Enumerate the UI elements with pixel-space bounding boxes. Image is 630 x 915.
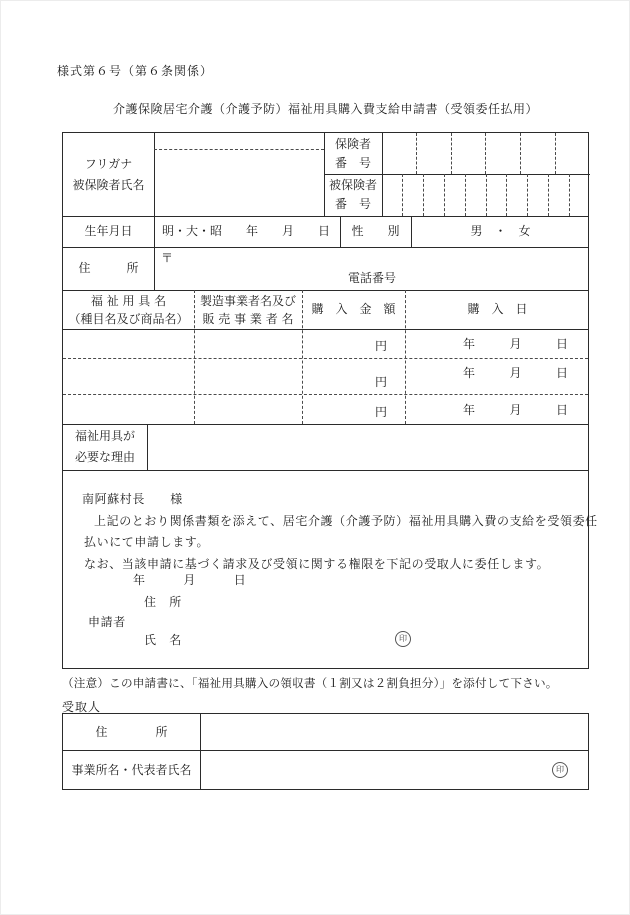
reason-value-cell (147, 424, 590, 470)
digit-box (451, 133, 486, 174)
declaration-section (63, 470, 598, 670)
yen-suffix: 円 (374, 405, 387, 419)
payee-business-label-cell: 事業所名・代表者氏名 (71, 763, 192, 777)
digit-box (555, 133, 590, 174)
applicant-seal-icon: 印 (395, 631, 411, 647)
equipment-amount-header-cell: 購 入 金 額 (311, 302, 396, 316)
equipment-row2-amount-cell (302, 358, 405, 394)
yen-suffix: 円 (374, 339, 387, 353)
digit-box (444, 174, 465, 216)
declaration-line1: 上記のとおり関係書類を添えて、居宅介護（介護予防）福祉用具購入費の支給を受領委任 (94, 514, 598, 528)
addressee-line: 南阿蘇村長 様 (82, 492, 183, 506)
form-title: 介護保険居宅介護（介護予防）福祉用具購入費支給申請書（受領委任払用） (112, 102, 538, 116)
sex-value-cell (411, 216, 590, 247)
equipment-row1-amount-cell (302, 329, 405, 358)
birth-label-cell: 生年月日 (84, 224, 133, 238)
digit-box (423, 174, 444, 216)
sex-label-cell: 性 別 (351, 224, 400, 238)
payee-address-value-cell (200, 714, 590, 750)
declaration-line3: なお、当該申請に基づく請求及び受領に関する権限を下記の受取人に委任します。 (84, 557, 550, 571)
yen-suffix: 円 (374, 375, 387, 389)
equipment-date-header-cell: 購 入 日 (467, 302, 528, 316)
form-code-label: 様式第６号（第６条関係） (57, 64, 214, 78)
payee-address-label-cell: 住 所 (95, 724, 168, 739)
birth-value-cell (154, 216, 340, 247)
digit-box (382, 133, 416, 174)
digit-box (382, 174, 402, 216)
applicant-address-label: 住 所 (144, 595, 182, 609)
sex-options: 男 ・ 女 (470, 224, 531, 238)
note-line: （注意）この申請書に、「福祉用具購入の領収書（１割又は２割負担分）」を添付して下さい。 (62, 676, 558, 690)
furigana-label: フリガナ (84, 156, 133, 171)
insurer-number-label: 保険者 (334, 136, 371, 151)
digit-box (465, 174, 486, 216)
digit-box (506, 174, 527, 216)
payee-section-label: 受取人 (62, 700, 102, 714)
address-label-cell: 住 所 (78, 261, 139, 275)
insured-name-label: 被保険者氏名 (72, 177, 145, 192)
insurer-number-label-cell: 保険者 番 号 (334, 136, 371, 170)
address-value-cell (154, 247, 590, 290)
payee-seal-icon: 印 (552, 762, 568, 778)
equipment-row3-amount-cell (302, 394, 405, 424)
furigana-field-divider (154, 149, 324, 150)
equipment-name-header-cell: 福 祉 用 具 名 （種目名及び商品名） (68, 293, 189, 326)
digit-box (416, 133, 451, 174)
payee-table (62, 713, 589, 790)
equipment-maker-header-cell: 製造事業者名及び 販 売 事 業 者 名 (199, 293, 296, 326)
digit-box (402, 174, 423, 216)
equipment-row2-date-cell: 年 月 日 (463, 366, 568, 380)
payee-business-value-cell (200, 750, 590, 791)
digit-box (527, 174, 548, 216)
equipment-row3-date-cell: 年 月 日 (463, 402, 568, 417)
postal-mark: 〒 (161, 251, 174, 265)
insured-number-grid (382, 174, 590, 216)
phone-label: 電話番号 (347, 271, 396, 285)
reason-label-cell: 福祉用具が 必要な理由 (74, 429, 135, 464)
insured-number-label: 被保険者 (328, 178, 377, 192)
digit-box (548, 174, 569, 216)
digit-box (520, 133, 555, 174)
application-date-blank: 年 月 日 (133, 573, 247, 587)
declaration-line2: 払いにて申請します。 (84, 535, 210, 549)
application-table (62, 132, 598, 669)
digit-box (485, 133, 520, 174)
insurer-number-grid (382, 133, 590, 174)
applicant-name-label: 氏 名 (144, 633, 182, 647)
insured-name-label-cell (63, 133, 154, 216)
equipment-row1-date-cell: 年 月 日 (463, 337, 568, 351)
digit-box (486, 174, 507, 216)
birth-era-options: 明・大・昭 年 月 日 (162, 224, 331, 238)
insured-number-label-cell: 被保険者 番 号 (328, 178, 377, 211)
applicant-label: 申請者 (88, 615, 126, 629)
digit-box (569, 174, 590, 216)
